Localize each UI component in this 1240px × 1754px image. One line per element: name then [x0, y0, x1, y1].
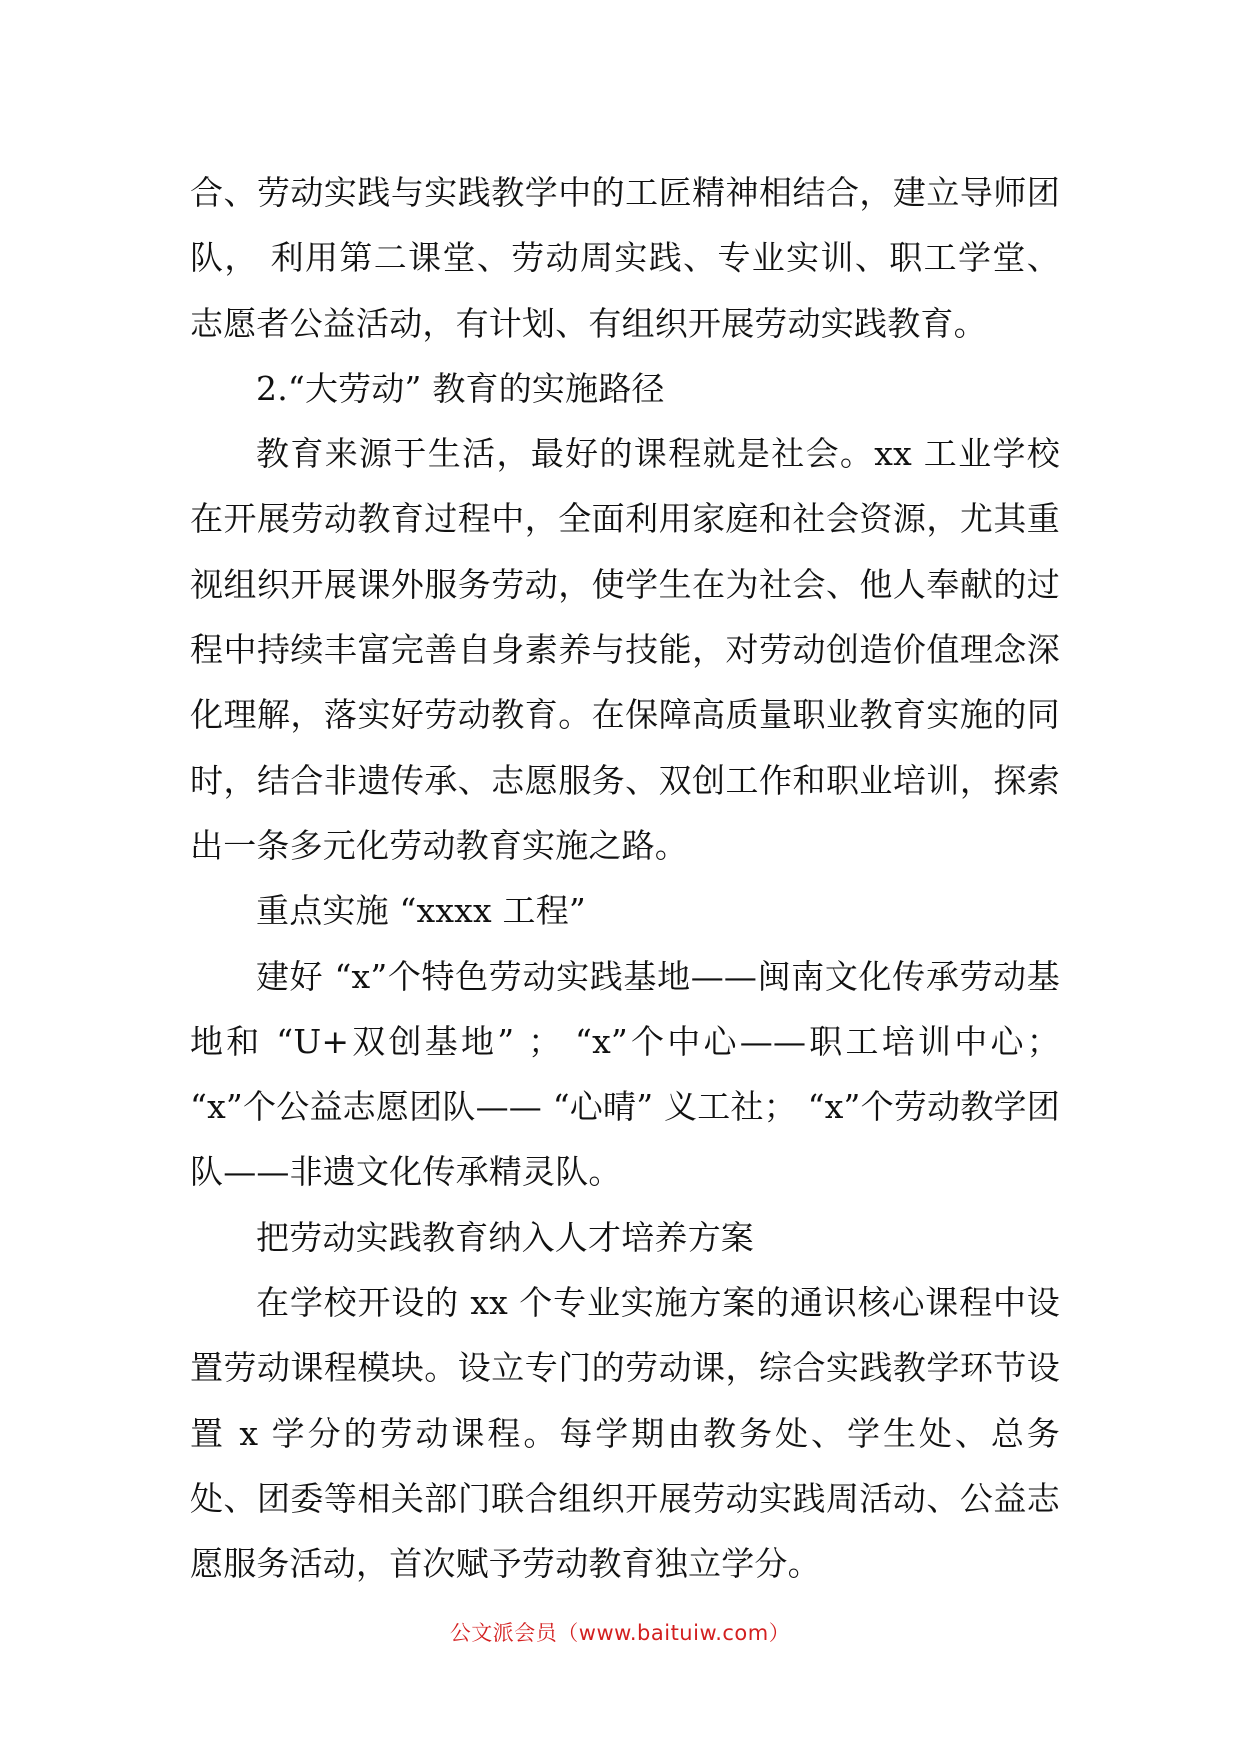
paragraph-curriculum-module: 在学校开设的 xx 个专业实施方案的通识核心课程中设置劳动课程模块。设立专门的劳动课，综合实践教学环节设置 x 学分的劳动课程。每学期由教务处、学生处、总务处、团委等相关部门联合组织开展劳动实践周活动、公益志愿服务活动，首次赋予劳动教育独立学分。	[190, 1283, 1060, 1584]
subheading-talent-plan: 把劳动实践教育纳入人才培养方案	[256, 1217, 754, 1257]
paragraph-practice-bases: 建好 “x”个特色劳动实践基地——闽南文化传承劳动基地和 “U+双创基地” ； “x”个中心——职工培训中心； “x”个公益志愿团队—— “心晴” 义工社； “x”个劳动教学团队——非遗文化传承精灵队。	[190, 956, 1060, 1192]
paragraph-continuation: 合、劳动实践与实践教学中的工匠精神相结合，建立导师团队， 利用第二课堂、劳动周实践、专业实训、职工学堂、志愿者公益活动，有计划、有组织开展劳动实践教育。	[190, 173, 1060, 343]
paragraph-education-source: 教育来源于生活，最好的课程就是社会。xx 工业学校在开展劳动教育过程中，全面利用家庭和社会资源，尤其重视组织开展课外服务劳动，使学生在为社会、他人奉献的过程中持续丰富完善自身素养与技能，对劳动创造价值理念深化理解，落实好劳动教育。在保障高质量职业教育实施的同时，结合非遗传承、志愿服务、双创工作和职业培训，探索出一条多元化劳动教育实施之路。	[190, 434, 1060, 865]
document-body	[190, 160, 1060, 1597]
subheading-key-project: 重点实施 “xxxx 工程”	[256, 891, 586, 931]
footer-watermark: 公文派会员（www.baituiw.com）	[449, 1621, 791, 1645]
section-heading-implementation-path: 2.“大劳动” 教育的实施路径	[256, 368, 665, 408]
